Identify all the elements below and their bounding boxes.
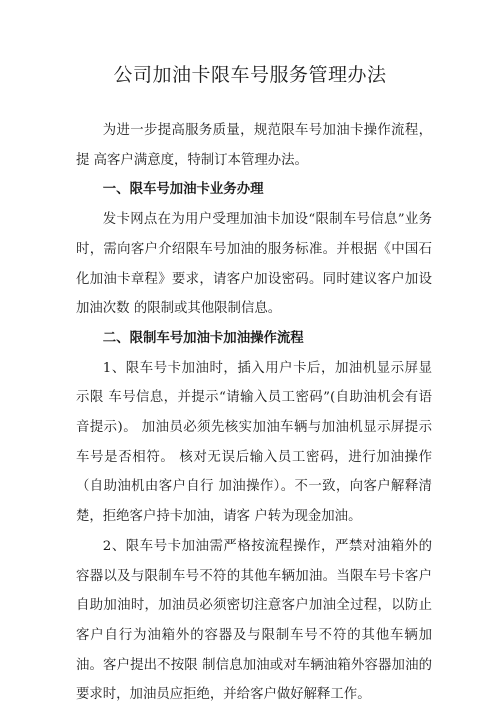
document-body: [76, 116, 432, 710]
procedure-paragraph-2: 2、限车号卡加油需严格按流程操作，严禁对油箱外的容器以及与限制车号不符的其他车辆加油。当限车号卡客户自助加油时，加油员必须密切注意客户加油全过程，以防止客户自行为油箱外的容器及与限制车号不符的其他车辆加油。客户提出不按限 制信息加油或对车辆油箱外容器加油的要求时，加油员应拒绝，并给客户做好解释工作。: [76, 538, 432, 703]
intro-paragraph: 为进一步提高服务质量，规范限车号加油卡操作流程，提 高客户满意度，特制订本管理办法。: [76, 123, 432, 168]
procedure-paragraph-1: 1、限车号卡加油时，插入用户卡后，加油机显示屏显示限 车号信息，并提示“请输入员工密码”(自助油机会有语音提示)。 加油员必须先核实加油车辆与加油机显示屏提示车号是否相符。 核对无误后输入员工密码，进行加油操作（自助油机由客户自行 加油操作）。不一致，向客户解释清楚，拒绝客户持卡加油，请客 户转为现金加油。: [76, 360, 432, 525]
section-heading-procedure: 二、限制车号加油卡加油操作流程: [102, 329, 304, 346]
business-paragraph: 发卡网点在为用户受理加油卡加设“限制车号信息”业务时，需向客户介绍限车号加油的服务标准。并根据《中国石化加油卡章程》要求，请客户加设密码。同时建议客户加设加油次数 的限制或其他限制信息。: [76, 212, 432, 317]
document-title: 公司加油卡限车号服务管理办法: [113, 64, 387, 86]
section-heading-business: 一、限车号加油卡业务办理: [102, 181, 264, 198]
